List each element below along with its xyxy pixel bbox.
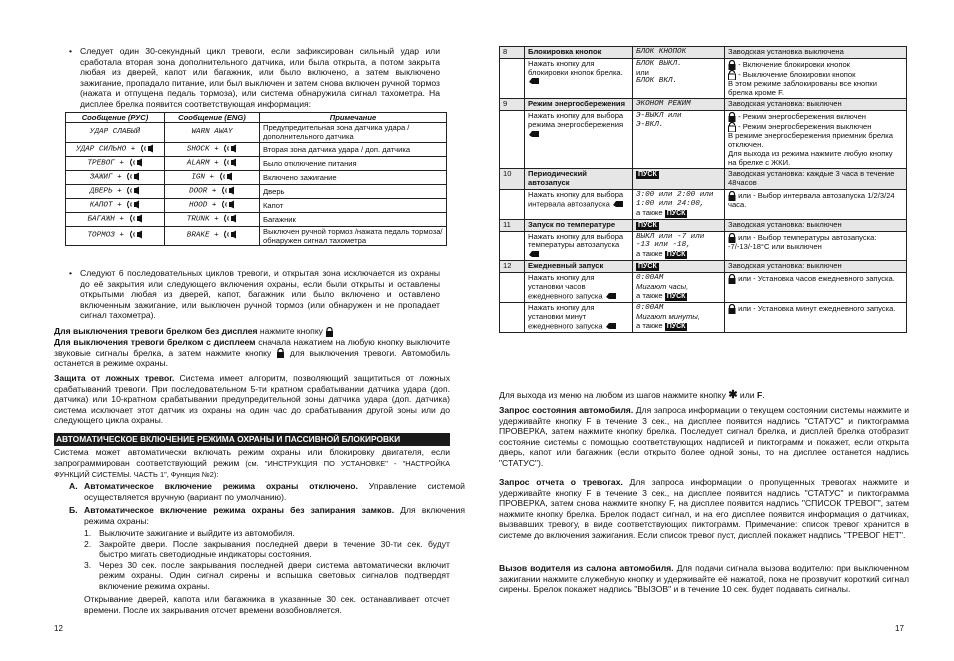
row-default: Заводская установка: каждые 3 часа в течение 48часов bbox=[725, 169, 907, 190]
bullet-list-2 bbox=[66, 268, 440, 321]
key-button-icon bbox=[528, 77, 540, 86]
row-action: Нажать кнопку для выбора температуры автозапуска bbox=[525, 231, 633, 261]
row-default: Заводская установка: выключен bbox=[725, 261, 907, 273]
row-display: БЛОК ВЫКЛ. или БЛОК ВКЛ. bbox=[633, 58, 725, 99]
f-button-icon: F bbox=[756, 390, 763, 400]
cell-ru: КАПОТ + bbox=[66, 198, 165, 212]
bullet-item: • Следует один 30-секундный цикл тревоги, если зафиксирован сильный удар или сработала вторая зона дополнительного датчика, или была открыта, а потом закрыта любая из дверей, капот или багажник, или было включено, а затем выключено зажигание, пропадало питание, или был выключен и затем снова включен ручной тормоз (нажата и отпущена педаль тормоза), или система обнаружила сигнал тахометра. На дисплее брелка появится соответствующая информация: bbox=[66, 46, 440, 110]
cell-note: Выключен ручной тормоз /нажата педаль тормоза/обнаружен сигнал тахометра bbox=[260, 226, 447, 245]
row-action: Нажать кнопку для блокировки кнопок брелка. bbox=[525, 58, 633, 99]
row-number: 12 bbox=[500, 261, 525, 273]
table-row bbox=[66, 156, 447, 170]
row-display: Э-ВЫКЛ или Э-ВКЛ. bbox=[633, 111, 725, 169]
row-spacer bbox=[500, 111, 525, 169]
row-spacer bbox=[500, 189, 525, 219]
row-display: 0:00AM Мигают часы, а также ПУСК bbox=[633, 273, 725, 303]
lcd-badge: ПУСК bbox=[633, 219, 725, 231]
sensor-icon bbox=[126, 200, 140, 209]
cell-note: Вторая зона датчика удара / доп. датчика bbox=[260, 142, 447, 156]
key-button-icon bbox=[605, 322, 617, 331]
lock-icon bbox=[728, 274, 736, 284]
row-notes: - Режим энергосбережения включен - Режим энергосбережения выключен В режиме энергосбережения приемник брелка отключен. Для выхода из режима нажмите любую кнопку на брелке с ЖКИ. bbox=[725, 111, 907, 169]
cell-en: ALARM + bbox=[165, 156, 260, 170]
row-title: Режим энергосбережения bbox=[525, 99, 633, 111]
row-notes: или - Выбор температуры автозапуска: -7/-13/-18°С или выключен bbox=[725, 231, 907, 261]
page-number: 12 bbox=[54, 624, 63, 634]
sensor-icon bbox=[221, 200, 235, 209]
false-alarm-paragraph: Защита от ложных тревог. Система имеет алгоритм, позволяющий защититься от ложных срабатываний тревоги. При последовательном 5-ти кратном срабатывании датчика удара (доп. датчика) или 10-кратном срабатывании предупредительной зоны датчика удара (доп. датчика) система исключает этот датчик из охраны на один час до срабатывания другой зоны или до следующего цикла охраны. bbox=[54, 373, 450, 426]
cell-ru: БАГАЖН + bbox=[66, 212, 165, 226]
row-spacer bbox=[500, 303, 525, 333]
lcd-text: ЭКОНОМ РЕЖИМ bbox=[633, 99, 725, 111]
table-row bbox=[66, 212, 447, 226]
cell-note: Было отключение питания bbox=[260, 156, 447, 170]
row-number: 9 bbox=[500, 99, 525, 111]
driver-call-paragraph: Вызов водителя из салона автомобиля. Для подачи сигнала вызова водителю: при выключенном зажигании нажмите служебную кнопку и удерживайте её нажатой, пока не прозвучит короткий сигнал сирены. Брелок покажет надпись "ВЫЗОВ" и в течение 10 сек. будет подавать сигналы. bbox=[499, 563, 909, 595]
cell-ru: УДАР СИЛЬНО + bbox=[66, 142, 165, 156]
table-row bbox=[66, 123, 447, 142]
list-item: 2. Закройте двери. После закрывания последней двери в течение 30-ти сек. будут быстро мигать светодиодные индикаторы состояния. bbox=[84, 538, 450, 560]
row-default: Заводская установка: выключен bbox=[725, 219, 907, 231]
sensor-icon bbox=[223, 144, 237, 153]
table-row bbox=[66, 142, 447, 156]
menu-detail-row bbox=[500, 58, 907, 99]
row-number: 11 bbox=[500, 219, 525, 231]
table-row bbox=[66, 226, 447, 245]
cell-ru: ЗАЖИГ + bbox=[66, 170, 165, 184]
cell-ru: ТРЕВОГ + bbox=[66, 156, 165, 170]
table-row bbox=[66, 184, 447, 198]
lcd-badge: ПУСК bbox=[633, 169, 725, 190]
col-header-ru: Сообщение (РУС) bbox=[66, 113, 165, 123]
sensor-icon bbox=[129, 158, 143, 167]
option-b-footer: Открывание дверей, капота или багажника в указанные 30 сек. останавливает отсчет времени. После их закрывания отсчет времени возобновляется. bbox=[84, 594, 450, 615]
table-row bbox=[66, 198, 447, 212]
bullet-item: • Следуют 6 последовательных циклов тревоги, и открытая зона исключается из охраны до её закрытия или следующего включения охраны, если были открыты и оставлены открытыми любая из дверей, капот, багажник или было включено и оставлено включенным зажигание, или выключен ручной тормоз (или обнаружен и не пропадает сигнал тахометра). bbox=[66, 268, 440, 321]
sensor-icon bbox=[129, 230, 143, 239]
table-row bbox=[66, 170, 447, 184]
option-b: Б. Автоматическое включение режима охраны без запирания замков. Для включения режима охраны: bbox=[69, 505, 465, 526]
cell-en: WARN AWAY bbox=[165, 123, 260, 142]
section-header: АВТОМАТИЧЕСКОЕ ВКЛЮЧЕНИЕ РЕЖИМА ОХРАНЫ И ПАССИВНОЙ БЛОКИРОВКИ bbox=[54, 433, 450, 446]
row-action: Нажать кнопку для выбора режима энергосбережения bbox=[525, 111, 633, 169]
row-action: Нажать кнопку для установки минут ежедневного запуска bbox=[525, 303, 633, 333]
option-a: А. Автоматическое включение режима охраны отключено. Управление системой осуществляется вручную (вариант по умолчанию). bbox=[69, 481, 465, 502]
alarm-report-paragraph: Запрос отчета о тревогах. Для запроса информации о пропущенных тревогах нажмите и удерживайте кнопку F в течение 3 сек., на дисплее появится надпись "СТАТУС" и пиктограмма ПРОВЕРКА, затем снова нажмите кнопку F, на дисплее появится надпись "СПИСОК ТРЕВОГ", затем нажмите кнопку брелка. Брелок подаст сигнал, и на его дисплее появится информация о датчиках, вызвавших тревогу, в виде соответствующих пиктограмм. Примечание: список тревог хранится в системе до включения зажигания. Если список тревог пуст, дисплей покажет надпись "ТРЕВОГ НЕТ". bbox=[499, 477, 909, 540]
cell-note: Дверь bbox=[260, 184, 447, 198]
sensor-icon bbox=[223, 230, 237, 239]
row-number: 10 bbox=[500, 169, 525, 190]
sensor-icon bbox=[223, 214, 237, 223]
row-notes: или - Выбор интервала автозапуска 1/2/3/24 часа. bbox=[725, 189, 907, 219]
menu-detail-row bbox=[500, 189, 907, 219]
sensor-icon bbox=[219, 172, 233, 181]
cell-ru: ДВЕРЬ + bbox=[66, 184, 165, 198]
row-display: ВЫКЛ или -7 или -13 или -18, а также ПУСК bbox=[633, 231, 725, 261]
sensor-icon bbox=[126, 186, 140, 195]
lock-icon bbox=[728, 60, 736, 70]
cell-note: Предупредительная зона датчика удара / дополнительного датчика bbox=[260, 123, 447, 142]
row-action: Нажать кнопку для установки часов ежедневного запуска bbox=[525, 273, 633, 303]
cell-en: HOOD + bbox=[165, 198, 260, 212]
alarm-off-no-display: Для выключения тревоги брелком без дисплея нажмите кнопку bbox=[54, 326, 450, 337]
cell-ru: ТОРМОЗ + bbox=[66, 226, 165, 245]
lock-icon bbox=[728, 304, 736, 314]
menu-header-row bbox=[500, 219, 907, 231]
alarm-messages-table bbox=[65, 112, 447, 246]
lock-icon bbox=[276, 348, 285, 358]
lcd-text: БЛОК КНОПОК bbox=[633, 47, 725, 59]
row-number: 8 bbox=[500, 47, 525, 59]
key-button-icon bbox=[605, 292, 617, 301]
menu-detail-row bbox=[500, 303, 907, 333]
row-notes: или - Установка минут ежедневного запуска. bbox=[725, 303, 907, 333]
row-notes: - Включение блокировки кнопок - Выключение блокировки кнопок В этом режиме заблокированы все кнопки брелка кроме F. bbox=[725, 58, 907, 99]
cell-note: Багажник bbox=[260, 212, 447, 226]
menu-detail-row bbox=[500, 231, 907, 261]
menu-header-row bbox=[500, 99, 907, 111]
row-default: Заводская установка: выключен bbox=[725, 99, 907, 111]
row-spacer bbox=[500, 231, 525, 261]
row-title: Блокировка кнопок bbox=[525, 47, 633, 59]
exit-menu-line: Для выхода из меню на любом из шагов нажмите кнопку ✱ или F. bbox=[499, 389, 765, 401]
menu-detail-row bbox=[500, 111, 907, 169]
row-display: 0:00AM Мигают минуты, а также ПУСК bbox=[633, 303, 725, 333]
status-request-paragraph: Запрос состояния автомобиля. Для запроса информации о текущем состоянии системы нажмите и удерживайте кнопку F в течение 3 сек., на дисплее появится надпись "СТАТУС" и пиктограмма ПРОВЕРКА, затем нажмите кнопку брелка. Последует сигнал брелка, и дисплей брелка отобразит состояние системы с помощью соответствующих надписей и пиктограмм и покажет, если открыта дверь, капот или багажник (если открыто более одной зоны, то на дисплее останется надпись "СТАТУС"). bbox=[499, 405, 909, 468]
col-header-en: Сообщение (ENG) bbox=[165, 113, 260, 123]
cell-note: Включено зажигание bbox=[260, 170, 447, 184]
cell-en: TRUNK + bbox=[165, 212, 260, 226]
row-spacer bbox=[500, 58, 525, 99]
sensor-icon bbox=[223, 158, 237, 167]
sensor-icon bbox=[140, 144, 154, 153]
col-header-note: Примечание bbox=[260, 113, 447, 123]
menu-detail-row bbox=[500, 273, 907, 303]
cell-ru: УДАР СЛАБЫЙ bbox=[66, 123, 165, 142]
page-number: 17 bbox=[895, 624, 904, 634]
lock-icon bbox=[728, 112, 736, 122]
auto-intro: Система может автоматически включать режим охраны или блокировку двигателя, если запрограммирован соответствующий режим (см. "ИНСТРУКЦИЯ ПО УСТАНОВКЕ" - "НАСТРОЙКА ФУНКЦИЙ СИСТЕМЫ. ЧАСТЬ 1", Функция №2): bbox=[54, 447, 451, 480]
menu-header-row bbox=[500, 261, 907, 273]
cell-note: Капот bbox=[260, 198, 447, 212]
row-action: Нажать кнопку для выбора интервала автозапуска bbox=[525, 189, 633, 219]
list-item: 1. Выключите зажигание и выйдите из автомобиля. bbox=[84, 528, 295, 538]
steps-list bbox=[84, 528, 450, 592]
menu-table bbox=[499, 46, 907, 333]
lock-icon bbox=[325, 327, 334, 337]
right-page bbox=[477, 0, 954, 661]
key-button-icon bbox=[612, 200, 624, 209]
menu-header-row bbox=[500, 47, 907, 59]
key-button-icon bbox=[528, 130, 540, 139]
cell-en: BRAKE + bbox=[165, 226, 260, 245]
list-item: 3. Через 30 сек. после закрывания последней двери система автоматически включит режим охраны. Один сигнал сирены и вспышка световых сигналов подтвердят включение режима охраны. bbox=[84, 559, 450, 591]
sensor-icon bbox=[221, 186, 235, 195]
row-notes: или - Установка часов ежедневного запуска. bbox=[725, 273, 907, 303]
row-title: Периодический автозапуск bbox=[525, 169, 633, 190]
lcd-badge: ПУСК bbox=[633, 261, 725, 273]
menu-header-row bbox=[500, 169, 907, 190]
asterisk-icon: ✱ bbox=[728, 389, 738, 401]
bullet-list-1 bbox=[66, 46, 440, 110]
sensor-icon bbox=[129, 214, 143, 223]
row-display: 3:00 или 2:00 или 1:00 или 24:00, а также ПУСК bbox=[633, 189, 725, 219]
cell-en: SHOCK + bbox=[165, 142, 260, 156]
cell-en: DOOR + bbox=[165, 184, 260, 198]
sensor-icon bbox=[126, 172, 140, 181]
key-button-icon bbox=[528, 250, 540, 259]
row-title: Запуск по температуре bbox=[525, 219, 633, 231]
cell-en: IGN + bbox=[165, 170, 260, 184]
row-default: Заводская установка выключена bbox=[725, 47, 907, 59]
row-spacer bbox=[500, 273, 525, 303]
row-title: Ежедневный запуск bbox=[525, 261, 633, 273]
alarm-off-display: Для выключения тревоги брелком с дисплеем сначала нажатием на любую кнопку выключите звуковые сигналы брелка, а затем нажмите кнопку для выключения тревоги. Автомобиль останется в режиме охраны. bbox=[54, 337, 450, 369]
